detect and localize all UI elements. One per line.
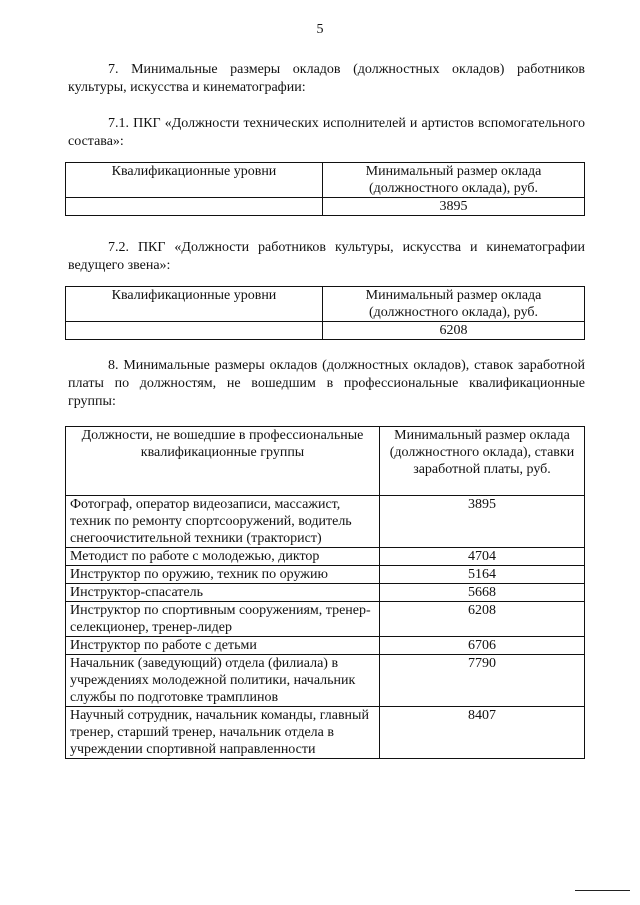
- column-header-levels: Квалификационные уровни: [66, 287, 323, 322]
- table-7-2: [65, 286, 585, 340]
- salary-cell: 8407: [380, 707, 585, 759]
- position-cell: Начальник (заведующий) отдела (филиала) в учреждениях молодежной политики, начальник службы по подготовке трамплинов: [66, 655, 380, 707]
- position-cell: Инструктор по работе с детьми: [66, 637, 380, 655]
- section-7-2-heading: 7.2. ПКГ «Должности работников культуры, искусства и кинематографии ведущего звена»:: [68, 240, 585, 273]
- salary-cell: 6706: [380, 637, 585, 655]
- section-8-heading: 8. Минимальные размеры окладов (должностных окладов), ставок заработной платы по должностям, не вошедшим в профессиональные квалификационные группы:: [68, 358, 585, 409]
- table-row: [66, 602, 585, 637]
- column-header-positions: Должности, не вошедшие в профессиональные квалификационные группы: [66, 427, 380, 496]
- table-header-row: [66, 163, 585, 198]
- column-header-levels: Квалификационные уровни: [66, 163, 323, 198]
- salary-cell: 4704: [380, 548, 585, 566]
- table-header-row: [66, 287, 585, 322]
- section-7-heading: 7. Минимальные размеры окладов (должностных окладов) работников культуры, искусства и кинематографии:: [68, 62, 585, 95]
- level-cell: [66, 322, 323, 340]
- table-row: [66, 584, 585, 602]
- salary-cell: 3895: [380, 496, 585, 548]
- position-cell: Научный сотрудник, начальник команды, главный тренер, старший тренер, начальник отдела в учреждении спортивной направленности: [66, 707, 380, 759]
- salary-cell: 5668: [380, 584, 585, 602]
- table-row: [66, 496, 585, 548]
- salary-cell: 6208: [323, 322, 585, 340]
- section-7-1-heading: 7.1. ПКГ «Должности технических исполнителей и артистов вспомогательного состава»:: [68, 116, 585, 149]
- salary-cell: 3895: [323, 198, 585, 216]
- position-cell: Фотограф, оператор видеозаписи, массажист, техник по ремонту спортсооружений, водитель снегоочистительной техники (тракторист): [66, 496, 380, 548]
- table-row: [66, 198, 585, 216]
- salary-cell: 5164: [380, 566, 585, 584]
- table-7-1: [65, 162, 585, 216]
- table-row: [66, 548, 585, 566]
- level-cell: [66, 198, 323, 216]
- table-row: [66, 566, 585, 584]
- table-row: [66, 322, 585, 340]
- position-cell: Инструктор по спортивным сооружениям, тренер-селекционер, тренер-лидер: [66, 602, 380, 637]
- scan-mark-line: [575, 890, 630, 891]
- column-header-salary: Минимальный размер оклада (должностного оклада), ставки заработной платы, руб.: [380, 427, 585, 496]
- table-8: [65, 426, 585, 759]
- salary-cell: 7790: [380, 655, 585, 707]
- salary-cell: 6208: [380, 602, 585, 637]
- column-header-salary: Минимальный размер оклада (должностного оклада), руб.: [323, 287, 585, 322]
- page-number: 5: [316, 22, 324, 37]
- table-row: [66, 655, 585, 707]
- position-cell: Методист по работе с молодежью, диктор: [66, 548, 380, 566]
- table-row: [66, 707, 585, 759]
- position-cell: Инструктор-спасатель: [66, 584, 380, 602]
- table-header-row: [66, 427, 585, 496]
- column-header-salary: Минимальный размер оклада (должностного оклада), руб.: [323, 163, 585, 198]
- position-cell: Инструктор по оружию, техник по оружию: [66, 566, 380, 584]
- table-row: [66, 637, 585, 655]
